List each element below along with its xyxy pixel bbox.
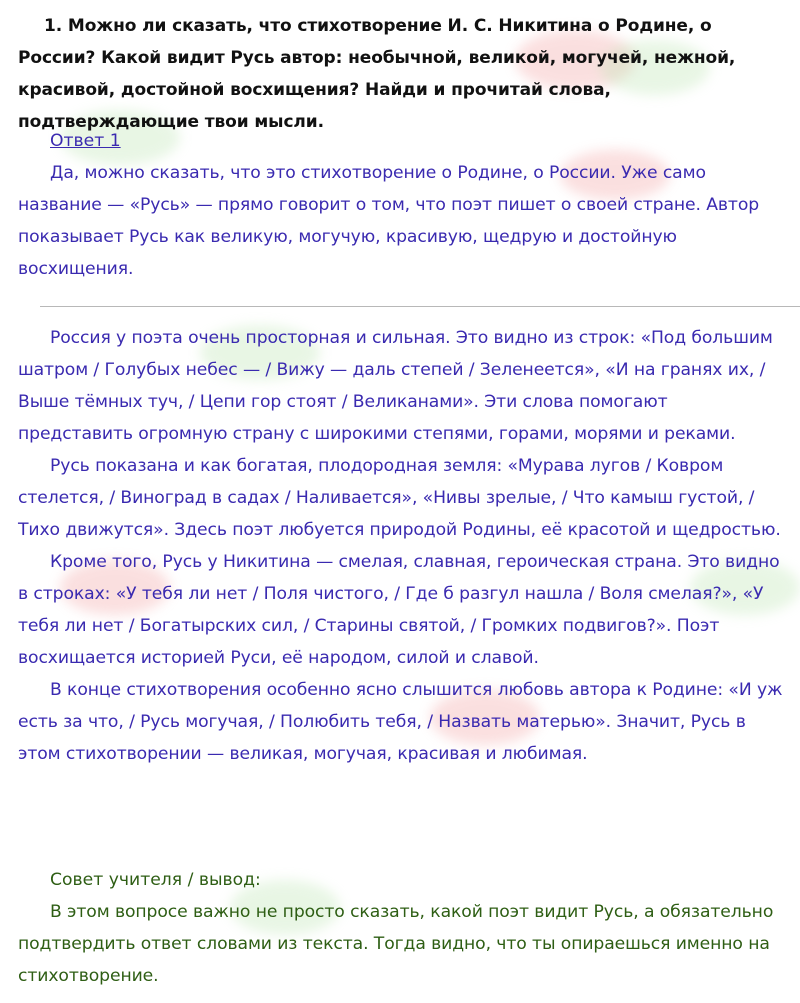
answer-intro-block <box>18 157 784 285</box>
advice-title: Совет учителя / вывод: <box>50 870 261 890</box>
answer-body <box>18 322 784 770</box>
advice-text: В этом вопросе важно не просто сказать, какой поэт видит Русь, а обязательно подтвердить ответ словами из текста. Тогда видно, что ты опираешься именно на стихотворение. <box>18 902 774 986</box>
divider <box>40 306 800 307</box>
answer-paragraph: Кроме того, Русь у Никитина — смелая, славная, героическая страна. Это видно в строках: «У тебя ли нет / Поля чистого, / Где б разгул нашла / Воля смелая?», «У тебя ли нет / Богатырских сил, / Старины святой, / Громких подвигов?». Поэт восхищается историей Руси, её народом, силой и славой. <box>18 552 780 668</box>
answer-title: Ответ 1 <box>50 131 121 151</box>
advice-block <box>18 896 784 992</box>
answer-intro: Да, можно сказать, что это стихотворение о Родине, о России. Уже само название — «Русь» — прямо говорит о том, что поэт пишет о своей стране. Автор показывает Русь как великую, могучую, красивую, щедрую и достойную восхищения. <box>18 163 760 279</box>
answer-paragraph: Россия у поэта очень просторная и сильная. Это видно из строк: «Под большим шатром / Голубых небес — / Вижу — даль степей / Зеленеется», «И на гранях их, / Выше тёмных туч, / Цепи гор стоят / Великанами». Эти слова помогают представить огромную страну с широкими степями, горами, морями и реками. <box>18 328 773 444</box>
answer-paragraph: В конце стихотворения особенно ясно слышится любовь автора к Родине: «И уж есть за что, / Русь могучая, / Полюбить тебя, / Назвать матерью». Значит, Русь в этом стихотворении — великая, могучая, красивая и любимая. <box>18 680 783 764</box>
question-block <box>18 10 784 138</box>
question-text: 1. Можно ли сказать, что стихотворение И. С. Никитина о Родине, о России? Какой видит Русь автор: необычной, великой, могучей, нежной, красивой, достойной восхищения? Найди и прочитай слова, подтверждающие твои мысли. <box>18 16 736 132</box>
answer-paragraph: Русь показана и как богатая, плодородная земля: «Мурава лугов / Ковром стелется, / Виноград в садах / Наливается», «Нивы зрелые, / Что камыш густой, / Тихо движутся». Здесь поэт любуется природой Родины, её красотой и щедростью. <box>18 456 781 540</box>
